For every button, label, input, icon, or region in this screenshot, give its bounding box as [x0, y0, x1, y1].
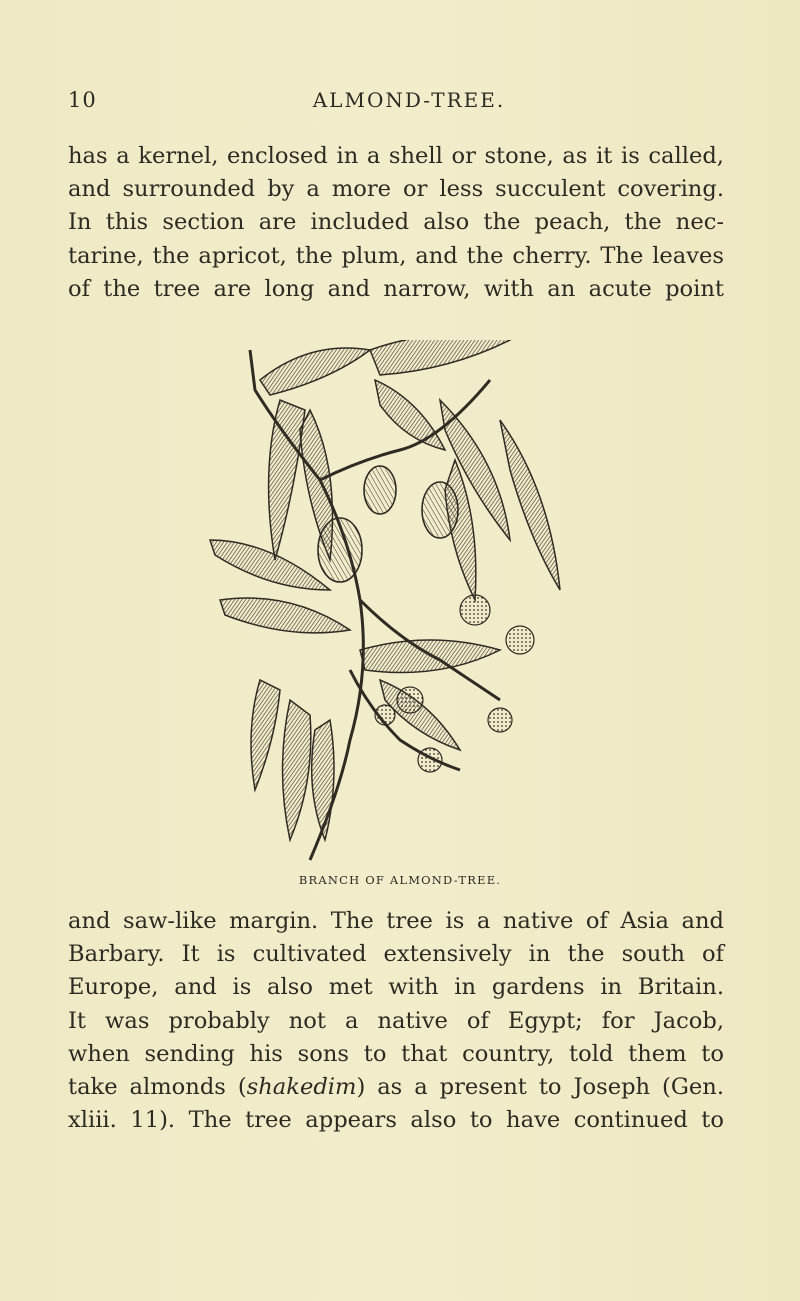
text-line: and surrounded by a more or less succulent covering. [68, 176, 724, 203]
page-header [68, 88, 732, 116]
text-line: xliii. 11). The tree appears also to have continued to [68, 1107, 724, 1134]
hebrew-word-italic: shakedim [246, 1074, 357, 1101]
text-line-with-italic [68, 1071, 724, 1104]
text-line: and saw-like margin. The tree is a native of Asia and [68, 908, 724, 934]
text-segment: ) as a present to Joseph (Gen. [356, 1074, 724, 1101]
text-line: when sending his sons to that country, told them to [68, 1040, 724, 1067]
figure-caption: BRANCH OF ALMOND-TREE. [298, 873, 502, 887]
paragraph-top [68, 140, 724, 306]
leaf [210, 340, 560, 840]
text-line: tarine, the apricot, the plum, and the cherry. The leaves [68, 242, 724, 269]
text-line: In this section are included also the peach, the nec- [68, 209, 724, 236]
text-line: has a kernel, enclosed in a shell or stone, as it is called, [68, 143, 724, 169]
almond-branch-illustration [200, 340, 570, 865]
text-line: It was probably not a native of Egypt; for Jacob, [68, 1007, 724, 1034]
text-line: Europe, and is also met with in gardens in Britain. [68, 974, 724, 1001]
text-line: Barbary. It is cultivated extensively in the south of [68, 941, 724, 968]
page-number: 10 [68, 88, 97, 112]
running-head: ALMOND-TREE. [312, 88, 506, 112]
text-line: of the tree are long and narrow, with an acute point [68, 275, 724, 302]
paragraph-bottom [68, 905, 724, 1137]
text-segment: take almonds ( [68, 1074, 247, 1101]
almond-fruit [318, 466, 458, 582]
